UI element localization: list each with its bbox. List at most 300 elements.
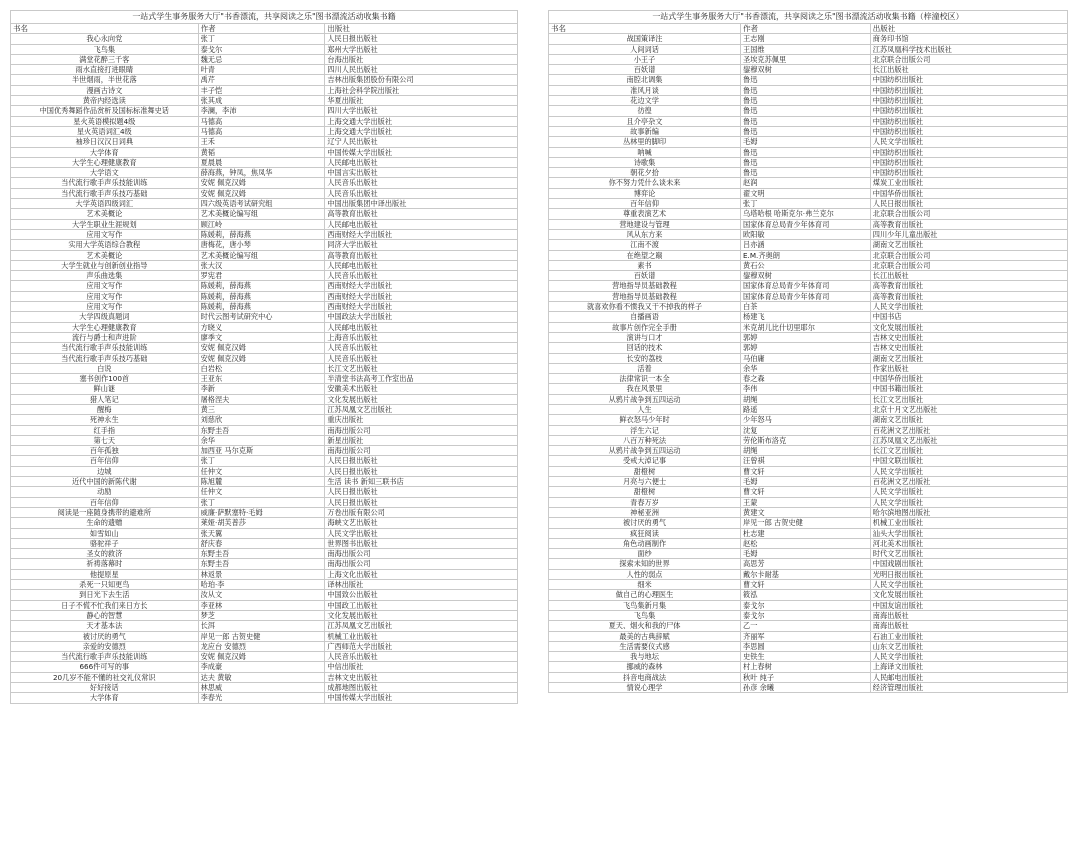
table-row	[549, 199, 1068, 209]
author-cell: 马伯庸	[741, 353, 871, 363]
author-cell: 李伟	[741, 384, 871, 394]
author-cell: 胡绳	[741, 446, 871, 456]
publisher-cell: 江苏凤凰文艺出版社	[870, 435, 1067, 445]
publisher-cell: 中国出版集团中译出版社	[325, 199, 518, 209]
right-table-title: 一站式学生事务服务大厅"书香漂流，共享阅读之乐"图书漂流活动收集书籍（梓潼校区）	[549, 11, 1068, 24]
book-title-cell: 生命的遗赠	[11, 518, 199, 528]
book-title-cell: 活着	[549, 363, 741, 373]
book-title-cell: 疯狂阅读	[549, 528, 741, 538]
publisher-cell: 人民日报出版社	[870, 199, 1067, 209]
publisher-cell: 台海出版社	[325, 54, 518, 64]
table-row	[549, 75, 1068, 85]
book-title-cell: 面纱	[549, 549, 741, 559]
book-title-cell: 我在风景里	[549, 384, 741, 394]
author-cell: 毛姆	[741, 477, 871, 487]
book-title-cell: 猎人笔记	[11, 394, 199, 404]
book-title-cell: 应用文写作	[11, 302, 199, 312]
table-row	[11, 497, 518, 507]
publisher-cell: 中国友谊出版社	[870, 600, 1067, 610]
book-title-cell: 鲜山谜	[11, 384, 199, 394]
book-title-cell: 月亮与六便士	[549, 477, 741, 487]
author-cell: 鲁迅	[741, 126, 871, 136]
publisher-cell: 长江文艺出版社	[870, 394, 1067, 404]
book-title-cell: 百妖谱	[549, 65, 741, 75]
publisher-cell: 万卷出版有限公司	[325, 507, 518, 517]
author-cell: 鲁迅	[741, 96, 871, 106]
author-cell: 张丁	[741, 199, 871, 209]
author-cell: 赵润	[741, 178, 871, 188]
author-cell: 龙应台 安德烈	[198, 641, 325, 651]
book-title-cell: 法律常识一本全	[549, 374, 741, 384]
book-title-cell: 666件可写的事	[11, 662, 199, 672]
book-title-cell: 应用文写作	[11, 281, 199, 291]
table-row	[11, 178, 518, 188]
table-row	[549, 116, 1068, 126]
table-row	[11, 322, 518, 332]
publisher-cell: 吉林文史出版社	[870, 332, 1067, 342]
table-row	[11, 199, 518, 209]
author-cell: 鲁迅	[741, 168, 871, 178]
book-title-cell: 大学体育	[11, 147, 199, 157]
author-cell: 张丁	[198, 34, 325, 44]
author-cell: 曹文轩	[741, 580, 871, 590]
book-title-cell: 应用文写作	[11, 291, 199, 301]
publisher-cell: 人民邮电出版社	[870, 672, 1067, 682]
right-book-table	[548, 10, 1068, 693]
publisher-cell: 文化发展出版社	[870, 590, 1067, 600]
publisher-cell: 南海出版社	[870, 610, 1067, 620]
author-cell: 春之森	[741, 374, 871, 384]
book-title-cell: 受戒大淖记事	[549, 456, 741, 466]
publisher-cell: 北京联合出版公司	[870, 209, 1067, 219]
publisher-cell: 四川人民出版社	[325, 65, 518, 75]
publisher-cell: 中国书店	[870, 312, 1067, 322]
publisher-cell: 长江出版社	[870, 65, 1067, 75]
author-cell: 安妮 佩克汉姆	[198, 353, 325, 363]
publisher-cell: 安徽美术出版社	[325, 384, 518, 394]
table-row	[549, 610, 1068, 620]
left-table-title: 一站式学生事务服务大厅"书香漂流，共享阅读之乐"图书漂流活动收集书籍	[11, 11, 518, 24]
table-row	[11, 518, 518, 528]
table-row	[11, 302, 518, 312]
book-title-cell: 最美的古典辞赋	[549, 631, 741, 641]
book-title-cell: 准风月谈	[549, 85, 741, 95]
table-row	[11, 168, 518, 178]
book-title-cell: 探索未知的世界	[549, 559, 741, 569]
table-row	[11, 137, 518, 147]
book-title-cell: 近代中国的新陈代谢	[11, 477, 199, 487]
book-title-cell: 半世烟雨，半世花落	[11, 75, 199, 85]
publisher-cell: 北京联合出版公司	[870, 250, 1067, 260]
table-row	[549, 466, 1068, 476]
author-cell: 林思威	[198, 683, 325, 693]
author-cell: 达夫 黄敏	[198, 672, 325, 682]
author-cell: 安妮 佩克汉姆	[198, 188, 325, 198]
book-title-cell: 杀死一只知更鸟	[11, 580, 199, 590]
publisher-cell: 吉林文史出版社	[325, 672, 518, 682]
table-row	[11, 446, 518, 456]
table-row	[549, 549, 1068, 559]
left-book-table	[10, 10, 518, 704]
book-title-cell: 我心永向党	[11, 34, 199, 44]
author-cell: 泰戈尔	[741, 600, 871, 610]
table-row	[549, 65, 1068, 75]
table-row	[11, 415, 518, 425]
publisher-cell: 作家出版社	[870, 363, 1067, 373]
table-row	[11, 332, 518, 342]
publisher-cell: 南海出版公司	[325, 549, 518, 559]
table-row	[549, 384, 1068, 394]
author-cell: 李新	[198, 384, 325, 394]
book-title-cell: 百年信仰	[11, 497, 199, 507]
table-row	[549, 178, 1068, 188]
book-title-cell: 被讨厌的勇气	[549, 518, 741, 528]
publisher-cell: 中国纺织出版社	[870, 75, 1067, 85]
table-row	[11, 549, 518, 559]
publisher-cell: 中国华侨出版社	[870, 374, 1067, 384]
publisher-cell: 中国纺织出版社	[870, 126, 1067, 136]
publisher-cell: 世界图书出版社	[325, 538, 518, 548]
publisher-cell: 人民日报出版社	[325, 456, 518, 466]
author-cell: 孙彦 余曦	[741, 683, 871, 693]
book-title-cell: 黄帝内经选读	[11, 96, 199, 106]
book-title-cell: 白说	[11, 363, 199, 373]
table-row	[11, 85, 518, 95]
author-cell: 张丁	[198, 456, 325, 466]
book-title-cell: 被讨厌的勇气	[11, 631, 199, 641]
publisher-cell: 同济大学出版社	[325, 240, 518, 250]
author-cell: 方晓义	[198, 322, 325, 332]
table-row	[549, 641, 1068, 651]
book-title-cell: 做自己的心理医生	[549, 590, 741, 600]
book-title-cell: 天才基本法	[11, 621, 199, 631]
publisher-cell: 江苏凤凰文艺出版社	[325, 621, 518, 631]
book-title-cell: 诗歌集	[549, 157, 741, 167]
author-cell: 屠格涅夫	[198, 394, 325, 404]
publisher-cell: 人民文学出版社	[870, 580, 1067, 590]
header-book-title: 书名	[11, 24, 199, 34]
author-cell: 李亚林	[198, 600, 325, 610]
publisher-cell: 中国纺织出版社	[870, 96, 1067, 106]
table-row	[11, 600, 518, 610]
table-row	[549, 580, 1068, 590]
author-cell: 时代云图考试研究中心	[198, 312, 325, 322]
author-cell: 王蒙	[741, 497, 871, 507]
publisher-cell: 广西师范大学出版社	[325, 641, 518, 651]
publisher-cell: 长江文艺出版社	[325, 363, 518, 373]
publisher-cell: 文化发展出版社	[325, 394, 518, 404]
publisher-cell: 西南财经大学出版社	[325, 291, 518, 301]
book-title-cell: 演讲与口才	[549, 332, 741, 342]
author-cell: 黄韬	[198, 147, 325, 157]
book-title-cell: 大学生心理健康教育	[11, 157, 199, 167]
book-title-cell: 红手指	[11, 425, 199, 435]
publisher-cell: 长江出版社	[870, 271, 1067, 281]
author-cell: 齐丽军	[741, 631, 871, 641]
book-title-cell: 好好接话	[11, 683, 199, 693]
table-row	[549, 672, 1068, 682]
publisher-cell: 人民邮电出版社	[325, 219, 518, 229]
table-row	[11, 652, 518, 662]
author-cell: 白茶	[741, 302, 871, 312]
author-cell: 高思芳	[741, 559, 871, 569]
book-title-cell: 边城	[11, 466, 199, 476]
book-title-cell: 当代流行歌手声乐技能训练	[11, 652, 199, 662]
publisher-cell: 人民音乐出版社	[325, 271, 518, 281]
book-title-cell: 战国策译注	[549, 34, 741, 44]
table-row	[11, 477, 518, 487]
author-cell: 筱泓	[741, 590, 871, 600]
table-row	[11, 538, 518, 548]
publisher-cell: 高等教育出版社	[325, 250, 518, 260]
book-title-cell: 雨水直接打进眼睛	[11, 65, 199, 75]
publisher-cell: 人民音乐出版社	[325, 178, 518, 188]
publisher-cell: 半清堂书法高考工作室出品	[325, 374, 518, 384]
author-cell: 唐梅花，唐小琴	[198, 240, 325, 250]
table-row	[549, 600, 1068, 610]
author-cell: 欧阳敏	[741, 229, 871, 239]
table-row	[11, 394, 518, 404]
table-row	[11, 75, 518, 85]
table-row	[549, 240, 1068, 250]
author-cell: 秋叶 纯子	[741, 672, 871, 682]
table-row	[549, 332, 1068, 342]
book-title-cell: 夏天、烟火和我的尸体	[549, 621, 741, 631]
table-row	[11, 271, 518, 281]
book-title-cell: 鲜衣怒马少年时	[549, 415, 741, 425]
book-title-cell: 星火英语词汇4级	[11, 126, 199, 136]
table-row	[11, 363, 518, 373]
table-row	[11, 621, 518, 631]
publisher-cell: 百花洲文艺出版社	[870, 425, 1067, 435]
book-title-cell: 第七天	[11, 435, 199, 445]
author-cell: 舒庆春	[198, 538, 325, 548]
table-row	[549, 291, 1068, 301]
publisher-cell: 南海出版公司	[325, 425, 518, 435]
table-row	[549, 374, 1068, 384]
author-cell: 鲁迅	[741, 147, 871, 157]
table-row	[549, 394, 1068, 404]
publisher-cell: 郑州大学出版社	[325, 44, 518, 54]
book-title-cell: 阅读是一座随身携带的避难所	[11, 507, 199, 517]
book-title-cell: 神秘亚洲	[549, 507, 741, 517]
author-cell: 威廉·萨默塞特·毛姆	[198, 507, 325, 517]
book-title-cell: 大学语文	[11, 168, 199, 178]
author-cell: 岸见一郎 古贺史健	[198, 631, 325, 641]
book-title-cell: 小王子	[549, 54, 741, 64]
book-title-cell: 塞书创作100首	[11, 374, 199, 384]
author-cell: 汝从文	[198, 590, 325, 600]
book-title-cell: 丛林里的脚印	[549, 137, 741, 147]
table-row	[549, 487, 1068, 497]
publisher-cell: 吉林出版集团股份有限公司	[325, 75, 518, 85]
publisher-cell: 上海音乐出版社	[325, 332, 518, 342]
table-row	[11, 435, 518, 445]
right-table-title-row	[549, 11, 1068, 24]
publisher-cell: 百花洲文艺出版社	[870, 477, 1067, 487]
author-cell: 余华	[198, 435, 325, 445]
table-row	[549, 631, 1068, 641]
author-cell: 顾江岭	[198, 219, 325, 229]
table-row	[549, 137, 1068, 147]
author-cell: 陈媛莉，薛海燕	[198, 291, 325, 301]
publisher-cell: 人民文学出版社	[870, 487, 1067, 497]
book-title-cell: 动励	[11, 487, 199, 497]
publisher-cell: 人民日报出版社	[325, 466, 518, 476]
publisher-cell: 人民邮电出版社	[325, 157, 518, 167]
book-title-cell: 青春万岁	[549, 497, 741, 507]
book-title-cell: 长安的荔枝	[549, 353, 741, 363]
author-cell: 毛姆	[741, 549, 871, 559]
author-cell: 四六级英语考试研究组	[198, 199, 325, 209]
table-row	[549, 507, 1068, 517]
publisher-cell: 吉林文史出版社	[870, 343, 1067, 353]
author-cell: 曹文轩	[741, 487, 871, 497]
book-title-cell: 静心的智慧	[11, 610, 199, 620]
book-title-cell: 大学体育	[11, 693, 199, 703]
author-cell: 泰戈尔	[198, 44, 325, 54]
publisher-cell: 人民音乐出版社	[325, 353, 518, 363]
table-row	[11, 580, 518, 590]
book-title-cell: 20几岁不能不懂的社交礼仪常识	[11, 672, 199, 682]
book-title-cell: 素书	[549, 260, 741, 270]
book-title-cell: 彷徨	[549, 106, 741, 116]
table-row	[549, 96, 1068, 106]
book-title-cell: 自播画语	[549, 312, 741, 322]
author-cell: 翟文明	[741, 188, 871, 198]
publisher-cell: 高等教育出版社	[870, 281, 1067, 291]
table-row	[549, 126, 1068, 136]
book-title-cell: 实用大学英语综合教程	[11, 240, 199, 250]
author-cell: 国家体育总局青少年体育司	[741, 281, 871, 291]
table-row	[11, 559, 518, 569]
author-cell: 国家体育总局青少年体育司	[741, 291, 871, 301]
publisher-cell: 人民文学出版社	[325, 528, 518, 538]
book-title-cell: 日子不慌不忙我们来日方长	[11, 600, 199, 610]
table-row	[11, 44, 518, 54]
table-row	[11, 106, 518, 116]
left-book-list-sheet	[10, 10, 518, 704]
author-cell: 王亚东	[198, 374, 325, 384]
publisher-cell: 长江文艺出版社	[870, 446, 1067, 456]
book-title-cell: 艺术美概论	[11, 250, 199, 260]
table-row	[549, 363, 1068, 373]
author-cell: 泰戈尔	[741, 610, 871, 620]
table-row	[11, 65, 518, 75]
publisher-cell: 南海出版社	[870, 621, 1067, 631]
table-row	[549, 456, 1068, 466]
book-title-cell: 声乐曲选集	[11, 271, 199, 281]
book-title-cell: 南腔北调集	[549, 75, 741, 85]
table-row	[11, 250, 518, 260]
table-row	[11, 126, 518, 136]
book-title-cell: 博弈论	[549, 188, 741, 198]
header-publisher: 出版社	[325, 24, 518, 34]
table-row	[549, 435, 1068, 445]
table-row	[11, 487, 518, 497]
publisher-cell: 人民音乐出版社	[325, 343, 518, 353]
table-row	[549, 425, 1068, 435]
book-title-cell: 艺术美概论	[11, 209, 199, 219]
book-title-cell: 浮生六记	[549, 425, 741, 435]
book-title-cell: 情说心理学	[549, 683, 741, 693]
book-title-cell: 满堂花醉三千客	[11, 54, 199, 64]
publisher-cell: 中国纺织出版社	[870, 85, 1067, 95]
publisher-cell: 海峡文艺出版社	[325, 518, 518, 528]
publisher-cell: 中国政工出版社	[325, 600, 518, 610]
book-title-cell: 祈祷落幕时	[11, 559, 199, 569]
author-cell: 鋆穆双树	[741, 271, 871, 281]
author-cell: 余华	[741, 363, 871, 373]
author-cell: 禹芹	[198, 75, 325, 85]
author-cell: 东野圭吾	[198, 549, 325, 559]
author-cell: 黄石公	[741, 260, 871, 270]
book-title-cell: 故事片创作完全手册	[549, 322, 741, 332]
publisher-cell: 湖南文艺出版社	[870, 353, 1067, 363]
author-cell: 哈珀·李	[198, 580, 325, 590]
table-row	[11, 353, 518, 363]
author-cell: 马德高	[198, 116, 325, 126]
author-cell: 张大汉	[198, 260, 325, 270]
table-row	[11, 641, 518, 651]
right-header-row	[549, 24, 1068, 34]
publisher-cell: 哈尔滨地图出版社	[870, 507, 1067, 517]
table-row	[549, 683, 1068, 693]
publisher-cell: 中国纺织出版社	[870, 116, 1067, 126]
header-publisher: 出版社	[870, 24, 1067, 34]
author-cell: 米克胡儿比什切里耶尔	[741, 322, 871, 332]
book-title-cell: 流行与爵士和声进阶	[11, 332, 199, 342]
publisher-cell: 人民音乐出版社	[325, 188, 518, 198]
author-cell: 任仲文	[198, 487, 325, 497]
author-cell: 安妮 佩克汉姆	[198, 652, 325, 662]
table-row	[549, 209, 1068, 219]
table-row	[11, 384, 518, 394]
publisher-cell: 江苏凤凰文艺出版社	[325, 404, 518, 414]
table-row	[11, 683, 518, 693]
publisher-cell: 北京十月文艺出版社	[870, 404, 1067, 414]
table-row	[549, 168, 1068, 178]
author-cell: 长洱	[198, 621, 325, 631]
author-cell: 陈媛莉，薛海燕	[198, 229, 325, 239]
author-cell: 毛姆	[741, 137, 871, 147]
table-row	[549, 559, 1068, 569]
header-author: 作者	[198, 24, 325, 34]
book-title-cell: 当代流行歌手声乐技巧基础	[11, 353, 199, 363]
table-row	[11, 693, 518, 703]
publisher-cell: 机械工业出版社	[870, 518, 1067, 528]
author-cell: 鲁迅	[741, 157, 871, 167]
author-cell: 少年怒马	[741, 415, 871, 425]
author-cell: 陈媛莉，薛海燕	[198, 302, 325, 312]
book-title-cell: 生活需要仪式感	[549, 641, 741, 651]
book-title-cell: 亲爱的安德烈	[11, 641, 199, 651]
book-title-cell: 百年孤独	[11, 446, 199, 456]
table-row	[549, 528, 1068, 538]
author-cell: 曹文轩	[741, 466, 871, 476]
author-cell: 薛海燕，钟凤，焦凤华	[198, 168, 325, 178]
author-cell: 叶青	[198, 65, 325, 75]
author-cell: 赵松	[741, 538, 871, 548]
table-row	[549, 157, 1068, 167]
author-cell: 加西亚 马尔克斯	[198, 446, 325, 456]
author-cell: 艺术美概论编写组	[198, 250, 325, 260]
table-row	[11, 404, 518, 414]
table-row	[549, 281, 1068, 291]
author-cell: 圣埃克苏佩里	[741, 54, 871, 64]
table-row	[549, 415, 1068, 425]
author-cell: 王志刚	[741, 34, 871, 44]
